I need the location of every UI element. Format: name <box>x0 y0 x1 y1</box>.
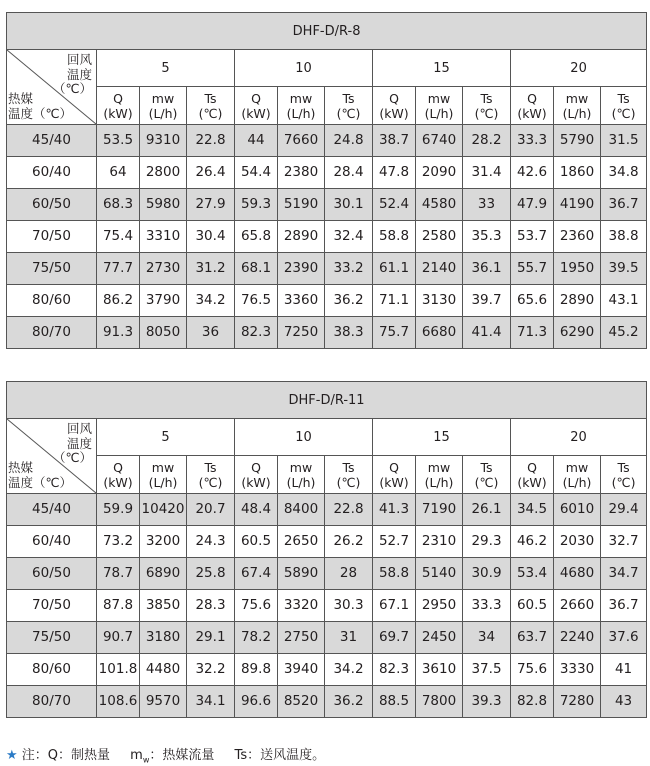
table-cell: 78.7 <box>97 558 140 590</box>
table-cell: 22.8 <box>187 125 235 157</box>
table-cell: 68.3 <box>97 189 140 221</box>
table-cell: 3310 <box>140 221 187 253</box>
table-cell: 3130 <box>416 285 463 317</box>
unit-header: Ts (℃) <box>187 456 235 494</box>
table-cell: 2580 <box>416 221 463 253</box>
temp-header: 15 <box>373 50 511 87</box>
table-row <box>7 157 647 189</box>
table-cell: 2030 <box>554 526 601 558</box>
table-cell: 35.3 <box>463 221 511 253</box>
table-cell: 4190 <box>554 189 601 221</box>
table-cell: 55.7 <box>511 253 554 285</box>
table-cell: 28.2 <box>463 125 511 157</box>
table-cell: 2380 <box>278 157 325 189</box>
table-cell: 30.4 <box>187 221 235 253</box>
table-cell: 36 <box>187 317 235 349</box>
unit-header: mw (L/h) <box>554 456 601 494</box>
table-cell: 30.9 <box>463 558 511 590</box>
table-cell: 7250 <box>278 317 325 349</box>
table-cell: 65.6 <box>511 285 554 317</box>
table-cell: 5790 <box>554 125 601 157</box>
table-cell: 7190 <box>416 494 463 526</box>
unit-header: mw (L/h) <box>140 87 187 125</box>
table-cell: 28.3 <box>187 590 235 622</box>
table-cell: 58.8 <box>373 221 416 253</box>
performance-table-dhf-d-r-11 <box>6 381 647 718</box>
unit-header-row <box>7 87 647 125</box>
table-cell: 91.3 <box>97 317 140 349</box>
table-cell: 2750 <box>278 622 325 654</box>
table-cell: 32.7 <box>601 526 647 558</box>
temp-header: 20 <box>511 50 647 87</box>
table-cell: 38.7 <box>373 125 416 157</box>
table-cell: 53.4 <box>511 558 554 590</box>
table-row <box>7 253 647 285</box>
table-cell: 34.5 <box>511 494 554 526</box>
table-row <box>7 654 647 686</box>
table-cell: 3850 <box>140 590 187 622</box>
table-cell: 6290 <box>554 317 601 349</box>
heat-medium-temp-label: 热媒 温度（℃） <box>8 91 73 121</box>
table-cell: 88.5 <box>373 686 416 718</box>
table-cell: 54.4 <box>235 157 278 189</box>
temp-header: 10 <box>235 419 373 456</box>
table-cell: 2360 <box>554 221 601 253</box>
table-cell: 68.1 <box>235 253 278 285</box>
unit-header: Ts (℃) <box>601 87 647 125</box>
return-air-temp-label: 回风 温度 （℃） <box>52 52 92 96</box>
table-cell: 7800 <box>416 686 463 718</box>
table-cell: 64 <box>97 157 140 189</box>
table-cell: 34.1 <box>187 686 235 718</box>
table-cell: 58.8 <box>373 558 416 590</box>
table-cell: 76.5 <box>235 285 278 317</box>
table-row <box>7 494 647 526</box>
table-cell: 2390 <box>278 253 325 285</box>
table-cell: 31.2 <box>187 253 235 285</box>
unit-header: Q (kW) <box>97 456 140 494</box>
table-cell: 2890 <box>278 221 325 253</box>
table-cell: 33.3 <box>463 590 511 622</box>
table-row <box>7 622 647 654</box>
table-cell: 31.5 <box>601 125 647 157</box>
table-cell: 34.2 <box>325 654 373 686</box>
row-label: 45/40 <box>7 494 97 526</box>
footnote <box>6 744 325 765</box>
table-title: DHF-D/R-8 <box>7 13 647 50</box>
table-cell: 32.4 <box>325 221 373 253</box>
table-cell: 48.4 <box>235 494 278 526</box>
table-cell: 44 <box>235 125 278 157</box>
row-label: 70/50 <box>7 221 97 253</box>
table-cell: 22.8 <box>325 494 373 526</box>
table-cell: 6010 <box>554 494 601 526</box>
table-cell: 3320 <box>278 590 325 622</box>
table-cell: 26.1 <box>463 494 511 526</box>
table-cell: 29.3 <box>463 526 511 558</box>
row-label: 80/60 <box>7 285 97 317</box>
table-cell: 47.8 <box>373 157 416 189</box>
table-cell: 31 <box>325 622 373 654</box>
row-label: 75/50 <box>7 622 97 654</box>
table-cell: 60.5 <box>511 590 554 622</box>
table-cell: 71.3 <box>511 317 554 349</box>
table-cell: 41.4 <box>463 317 511 349</box>
temp-header: 20 <box>511 419 647 456</box>
table-row <box>7 686 647 718</box>
table-cell: 53.7 <box>511 221 554 253</box>
table-cell: 59.3 <box>235 189 278 221</box>
table-cell: 8400 <box>278 494 325 526</box>
table-cell: 37.6 <box>601 622 647 654</box>
table-cell: 2140 <box>416 253 463 285</box>
table-cell: 43 <box>601 686 647 718</box>
table-cell: 2310 <box>416 526 463 558</box>
table-cell: 59.9 <box>97 494 140 526</box>
table-cell: 7660 <box>278 125 325 157</box>
table-cell: 8050 <box>140 317 187 349</box>
performance-table-dhf-d-r-8 <box>6 12 647 349</box>
table-cell: 75.6 <box>235 590 278 622</box>
row-label: 70/50 <box>7 590 97 622</box>
table-cell: 2890 <box>554 285 601 317</box>
table-cell: 36.2 <box>325 285 373 317</box>
table-cell: 36.7 <box>601 590 647 622</box>
table-cell: 82.8 <box>511 686 554 718</box>
table-cell: 24.3 <box>187 526 235 558</box>
table-cell: 28.4 <box>325 157 373 189</box>
unit-header: Q (kW) <box>97 87 140 125</box>
table-cell: 60.5 <box>235 526 278 558</box>
table-cell: 77.7 <box>97 253 140 285</box>
table-cell: 26.4 <box>187 157 235 189</box>
table-cell: 34 <box>463 622 511 654</box>
table-row <box>7 125 647 157</box>
table-cell: 6740 <box>416 125 463 157</box>
table-cell: 52.7 <box>373 526 416 558</box>
table-cell: 5980 <box>140 189 187 221</box>
unit-header: Ts (℃) <box>325 456 373 494</box>
table-cell: 2650 <box>278 526 325 558</box>
table-cell: 6890 <box>140 558 187 590</box>
table-cell: 2950 <box>416 590 463 622</box>
row-label: 80/70 <box>7 686 97 718</box>
table-cell: 26.2 <box>325 526 373 558</box>
table-row <box>7 221 647 253</box>
table-cell: 33 <box>463 189 511 221</box>
table-cell: 67.1 <box>373 590 416 622</box>
unit-header: mw (L/h) <box>140 456 187 494</box>
table-cell: 28 <box>325 558 373 590</box>
table-cell: 2730 <box>140 253 187 285</box>
table-cell: 82.3 <box>373 654 416 686</box>
table-cell: 7280 <box>554 686 601 718</box>
row-label: 60/50 <box>7 189 97 221</box>
table-cell: 108.6 <box>97 686 140 718</box>
table-cell: 24.8 <box>325 125 373 157</box>
unit-header: Ts (℃) <box>187 87 235 125</box>
table-cell: 2240 <box>554 622 601 654</box>
table-cell: 63.7 <box>511 622 554 654</box>
temp-header: 5 <box>97 419 235 456</box>
table-cell: 4580 <box>416 189 463 221</box>
table-cell: 61.1 <box>373 253 416 285</box>
table-cell: 41.3 <box>373 494 416 526</box>
table-cell: 5140 <box>416 558 463 590</box>
table-cell: 31.4 <box>463 157 511 189</box>
table-row <box>7 317 647 349</box>
table-cell: 8520 <box>278 686 325 718</box>
table-cell: 33.3 <box>511 125 554 157</box>
table-cell: 3200 <box>140 526 187 558</box>
unit-header: Q (kW) <box>235 456 278 494</box>
note-q: 注：Q：制热量 <box>21 748 111 763</box>
table-row <box>7 526 647 558</box>
table-cell: 20.7 <box>187 494 235 526</box>
table-cell: 2800 <box>140 157 187 189</box>
table-cell: 65.8 <box>235 221 278 253</box>
table-cell: 34.7 <box>601 558 647 590</box>
table-cell: 53.5 <box>97 125 140 157</box>
table-cell: 29.1 <box>187 622 235 654</box>
table-cell: 3790 <box>140 285 187 317</box>
table-cell: 3360 <box>278 285 325 317</box>
note-ts: Ts：送风温度。 <box>234 748 326 763</box>
table-cell: 82.3 <box>235 317 278 349</box>
table-cell: 25.8 <box>187 558 235 590</box>
table-cell: 38.8 <box>601 221 647 253</box>
table-cell: 3610 <box>416 654 463 686</box>
table-cell: 30.1 <box>325 189 373 221</box>
row-label: 75/50 <box>7 253 97 285</box>
table-cell: 3940 <box>278 654 325 686</box>
table-cell: 37.5 <box>463 654 511 686</box>
table-cell: 38.3 <box>325 317 373 349</box>
table-cell: 75.7 <box>373 317 416 349</box>
table-cell: 2090 <box>416 157 463 189</box>
table-row <box>7 590 647 622</box>
table-cell: 67.4 <box>235 558 278 590</box>
table-cell: 36.2 <box>325 686 373 718</box>
unit-header: Ts (℃) <box>601 456 647 494</box>
table-title-row <box>7 13 647 50</box>
table-cell: 6680 <box>416 317 463 349</box>
note-mw-label: $m_w$ <box>130 748 150 765</box>
table-row <box>7 189 647 221</box>
table-cell: 36.1 <box>463 253 511 285</box>
table-cell: 34.8 <box>601 157 647 189</box>
star-icon: ★ <box>6 748 18 763</box>
table-cell: 32.2 <box>187 654 235 686</box>
table-cell: 46.2 <box>511 526 554 558</box>
row-label: 60/40 <box>7 157 97 189</box>
table-cell: 73.2 <box>97 526 140 558</box>
table-cell: 41 <box>601 654 647 686</box>
unit-header: Q (kW) <box>511 456 554 494</box>
table-cell: 42.6 <box>511 157 554 189</box>
table-cell: 1950 <box>554 253 601 285</box>
unit-header: Ts (℃) <box>463 87 511 125</box>
table-cell: 87.8 <box>97 590 140 622</box>
table-cell: 75.4 <box>97 221 140 253</box>
table-cell: 96.6 <box>235 686 278 718</box>
table-cell: 4480 <box>140 654 187 686</box>
table-cell: 43.1 <box>601 285 647 317</box>
table-cell: 86.2 <box>97 285 140 317</box>
table-cell: 39.3 <box>463 686 511 718</box>
table-cell: 3180 <box>140 622 187 654</box>
table-cell: 9310 <box>140 125 187 157</box>
table-cell: 4680 <box>554 558 601 590</box>
row-label: 60/40 <box>7 526 97 558</box>
corner-header <box>7 419 97 494</box>
table-cell: 45.2 <box>601 317 647 349</box>
table-cell: 101.8 <box>97 654 140 686</box>
table-row <box>7 558 647 590</box>
table-row <box>7 285 647 317</box>
table-cell: 36.7 <box>601 189 647 221</box>
unit-header: mw (L/h) <box>278 456 325 494</box>
table-cell: 90.7 <box>97 622 140 654</box>
row-label: 60/50 <box>7 558 97 590</box>
row-label: 80/60 <box>7 654 97 686</box>
table-cell: 39.5 <box>601 253 647 285</box>
unit-header-row <box>7 456 647 494</box>
note-mw-text: ：热媒流量 <box>149 748 215 763</box>
table-cell: 5890 <box>278 558 325 590</box>
table-cell: 39.7 <box>463 285 511 317</box>
row-label: 45/40 <box>7 125 97 157</box>
table-cell: 34.2 <box>187 285 235 317</box>
temp-header-row <box>7 50 647 87</box>
table-cell: 1860 <box>554 157 601 189</box>
table-cell: 30.3 <box>325 590 373 622</box>
unit-header: mw (L/h) <box>278 87 325 125</box>
unit-header: Q (kW) <box>373 456 416 494</box>
unit-header: mw (L/h) <box>416 87 463 125</box>
table-cell: 33.2 <box>325 253 373 285</box>
table-cell: 69.7 <box>373 622 416 654</box>
table-cell: 89.8 <box>235 654 278 686</box>
temp-header: 5 <box>97 50 235 87</box>
table-cell: 52.4 <box>373 189 416 221</box>
table-cell: 2450 <box>416 622 463 654</box>
table-cell: 71.1 <box>373 285 416 317</box>
table-cell: 75.6 <box>511 654 554 686</box>
table-cell: 27.9 <box>187 189 235 221</box>
unit-header: Q (kW) <box>235 87 278 125</box>
table-cell: 29.4 <box>601 494 647 526</box>
table-cell: 9570 <box>140 686 187 718</box>
table-title: DHF-D/R-11 <box>7 382 647 419</box>
temp-header: 15 <box>373 419 511 456</box>
unit-header: mw (L/h) <box>554 87 601 125</box>
row-label: 80/70 <box>7 317 97 349</box>
unit-header: Q (kW) <box>511 87 554 125</box>
table-cell: 5190 <box>278 189 325 221</box>
table-cell: 47.9 <box>511 189 554 221</box>
table-cell: 2660 <box>554 590 601 622</box>
unit-header: mw (L/h) <box>416 456 463 494</box>
return-air-temp-label: 回风 温度 （℃） <box>52 421 92 465</box>
heat-medium-temp-label: 热媒 温度（℃） <box>8 460 73 490</box>
unit-header: Q (kW) <box>373 87 416 125</box>
unit-header: Ts (℃) <box>325 87 373 125</box>
temp-header-row <box>7 419 647 456</box>
corner-header <box>7 50 97 125</box>
table-cell: 78.2 <box>235 622 278 654</box>
table-title-row <box>7 382 647 419</box>
table-cell: 3330 <box>554 654 601 686</box>
table-cell: 10420 <box>140 494 187 526</box>
temp-header: 10 <box>235 50 373 87</box>
unit-header: Ts (℃) <box>463 456 511 494</box>
